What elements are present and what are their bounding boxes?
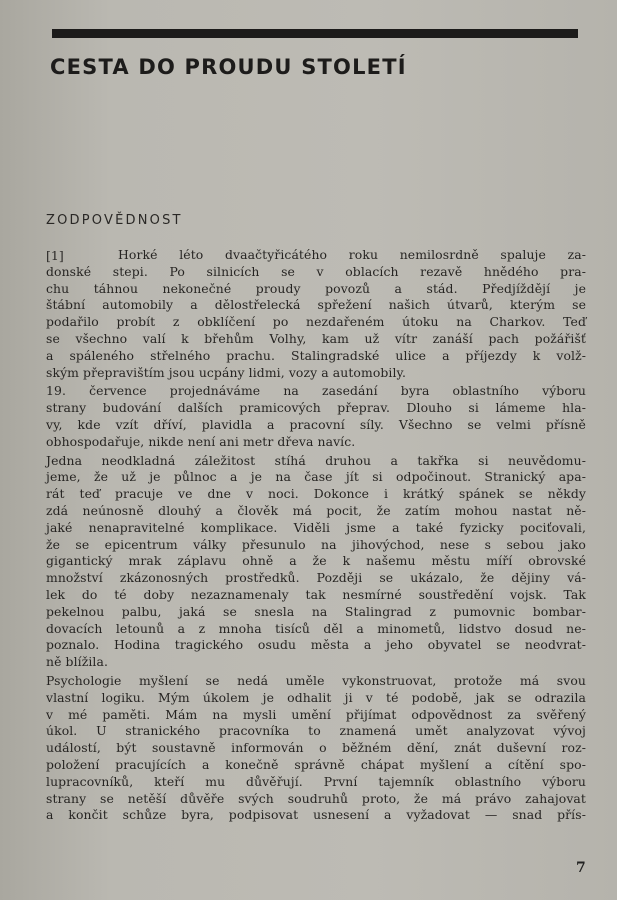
paragraph-2 <box>46 383 586 450</box>
text-line: Jedna neodkladná záležitost stíhá druhou a takřka si neuvědomu- <box>46 452 586 468</box>
text-line: ským přepravištím jsou ucpány lidmi, vozy a automobily. <box>46 364 407 380</box>
text-line: se všechno valí k břehům Volhy, kam už vítr zanáší pach požářišť <box>46 330 586 346</box>
text-line: a spáleného střelného prachu. Stalingradské ulice a příjezdy k volž- <box>46 347 586 363</box>
text-line: poznalo. Hodina tragického osudu města a jeho obyvatel se neodvrat- <box>46 637 586 653</box>
chapter-title: CESTA DO PROUDU STOLETÍ <box>50 55 407 79</box>
text-line: Horké léto dvaačtyřicátého roku nemilosrdně spaluje za- <box>118 247 586 262</box>
text-line: dovacích letounů a z mnoha tisíců děl a minometů, lidstvo dosud ne- <box>46 620 586 636</box>
text-line: chu táhnou nekonečné proudy povozů a stád. Předjíždějí je <box>46 280 586 296</box>
text-line: lek do té doby nezaznamenaly tak nesmírné soustředění vojsk. Tak <box>46 586 586 602</box>
text-line: že se epicentrum války přesunulo na jihovýchod, nese s sebou jako <box>46 536 586 552</box>
paragraph-marker: [1] <box>46 248 64 263</box>
text-line: vy, kde vzít dříví, plavidla a pracovní síly. Všechno se velmi přísně <box>46 416 586 432</box>
text-line: pekelnou palbu, jaká se snesla na Stalingrad z pumovnic bombar- <box>46 603 586 619</box>
text-line: donské stepi. Po silnicích se v oblacích rezavě hnědého pra- <box>46 263 586 279</box>
text-line: strany budování dalších pramicových přeprav. Dlouho si lámeme hla- <box>46 400 586 416</box>
text-line: a končit schůze byra, podpisovat usnesení a vyžadovat — snad přís- <box>46 807 586 823</box>
text-line: ně blížila. <box>46 654 108 670</box>
text-line: událostí, být soustavně informován o běžném dění, znát duševní roz- <box>46 740 586 756</box>
text-line: podařilo probít z obklíčení po nezdařeném útoku na Charkov. Teď <box>46 314 586 330</box>
text-line: jeme, že už je půlnoc a je na čase jít si odpočinout. Stranický apa- <box>46 469 586 485</box>
text-line: jaké nenapravitelné komplikace. Viděli jsme a také fyzicky pociťovali, <box>46 519 586 535</box>
text-line: v mé paměti. Mám na mysli umění přijímat odpovědnost za svěřený <box>46 706 586 722</box>
text-line: úkol. U stranického pracovníka to znamená umět analyzovat vývoj <box>46 723 586 739</box>
text-line: štábní automobily a dělostřelecká spřežení našich útvarů, kterým se <box>46 297 586 313</box>
text-line: zdá neúnosně dlouhý a člověk má pocit, že zatím mohou nastat ně- <box>46 502 586 518</box>
paragraph-3 <box>46 453 586 671</box>
text-line: množství zkázonosných prostředků. Později se ukázalo, že dějiny vá- <box>46 570 586 586</box>
text-line: obhospodařuje, nikde není ani metr dřeva navíc. <box>46 433 356 449</box>
text-line: položení pracujících a konečně správně chápat myšlení a cítění spo- <box>46 756 586 772</box>
top-rule <box>52 29 578 38</box>
text-line: Psychologie myšlení se nedá uměle vykonstruovat, protože má svou <box>46 672 586 688</box>
paragraph-1 <box>46 247 586 381</box>
body-text <box>46 247 586 826</box>
paragraph-4 <box>46 673 586 824</box>
section-heading: ZODPOVĚDNOST <box>46 213 183 228</box>
text-line: lupracovníků, kteří mu důvěřují. První tajemník oblastního výboru <box>46 773 586 789</box>
text-line: vlastní logiku. Mým úkolem je odhalit ji v té podobě, jak se odrazila <box>46 689 586 705</box>
text-line: 19. července projednáváme na zasedání byra oblastního výboru <box>46 383 586 399</box>
page-number: 7 <box>576 860 586 876</box>
text-line: strany se netěší důvěře svých soudruhů proto, že má právo zahajovat <box>46 790 586 806</box>
text-line: gigantický mrak záplavu ohně a že k našemu městu míří obrovské <box>46 553 586 569</box>
text-line: rát teď pracuje ve dne v noci. Dokonce i krátký spánek se někdy <box>46 486 586 502</box>
